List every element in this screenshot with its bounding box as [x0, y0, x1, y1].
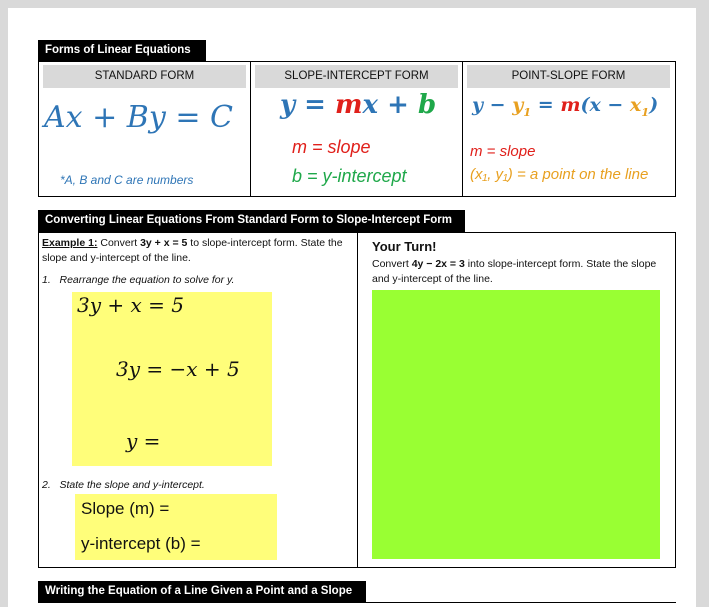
section-rule: [366, 602, 676, 603]
ps-y1: [512, 94, 532, 119]
standard-form-heading: STANDARD FORM: [43, 65, 246, 88]
ps-open: (x −: [580, 94, 630, 116]
your-turn-text-after: into slope-intercept form. State the slope and y-intercept of the line.: [372, 258, 657, 285]
slope-intercept-heading: SLOPE-INTERCEPT FORM: [255, 65, 458, 88]
eq-y: y: [280, 90, 296, 120]
ps-close: ): [649, 94, 659, 116]
ps-y1-letter: y: [512, 94, 524, 116]
worksheet-page: [8, 8, 696, 607]
ps-y: y −: [472, 94, 513, 116]
ps-point-definition: (x₁, y₁) = a point on the line: [470, 166, 649, 183]
your-turn-equation: 4y − 2x = 3: [411, 258, 465, 270]
example-1-text-before: Convert: [97, 237, 141, 249]
point-slope-equation: [472, 94, 658, 119]
column-divider: [250, 61, 251, 197]
ps-x1: [629, 94, 650, 119]
slope-intercept-equation: [280, 90, 436, 120]
y-intercept-definition: b = y-intercept: [292, 166, 407, 186]
your-turn-text-before: Convert: [372, 258, 412, 270]
intercept-answer-label: y-intercept (b) =: [81, 534, 201, 553]
eq-x: x: [362, 90, 379, 120]
example-1-text-after: to slope-intercept form. State the slope and y-intercept of the line.: [42, 237, 343, 264]
your-turn-answer-area[interactable]: [372, 290, 660, 559]
ps-slope-definition: m = slope: [470, 143, 536, 160]
slope-definition: m = slope: [292, 137, 371, 157]
eq-equals: =: [304, 90, 326, 120]
point-slope-heading: POINT-SLOPE FORM: [467, 65, 670, 88]
ps-x1-sub: 1: [641, 104, 650, 119]
your-turn-title: Your Turn!: [372, 239, 437, 254]
standard-form-equation: Ax + By = C: [44, 100, 233, 135]
step-2-instruction: 2. State the slope and y-intercept.: [42, 479, 205, 491]
your-turn-instructions: [372, 257, 672, 287]
forms-section-title: Forms of Linear Equations: [38, 40, 206, 61]
ps-m: m: [560, 94, 581, 116]
step-1-instruction: 1. Rearrange the equation to solve for y.: [42, 274, 235, 286]
eq-m: m: [335, 90, 363, 120]
slope-answer-label: Slope (m) =: [81, 499, 170, 518]
column-divider: [357, 232, 358, 568]
ps-y1-sub: 1: [523, 104, 532, 119]
eq-b: b: [417, 90, 437, 120]
work-line-2: 3y = −x + 5: [116, 357, 240, 381]
next-section-title: Writing the Equation of a Line Given a Point and a Slope: [38, 581, 366, 603]
column-divider: [462, 61, 463, 197]
work-line-1: 3y + x = 5: [77, 293, 184, 317]
eq-plus: +: [387, 90, 409, 120]
example-1-instructions: [42, 236, 354, 266]
standard-form-note: *A, B and C are numbers: [60, 173, 194, 187]
converting-section-title: Converting Linear Equations From Standard Form to Slope-Intercept Form: [38, 210, 465, 232]
ps-equals: =: [531, 94, 561, 116]
work-line-3: y =: [126, 429, 161, 453]
example-1-equation: 3y + x = 5: [140, 237, 188, 249]
example-1-label: Example 1:: [42, 237, 98, 249]
ps-x1-letter: x: [629, 94, 642, 116]
